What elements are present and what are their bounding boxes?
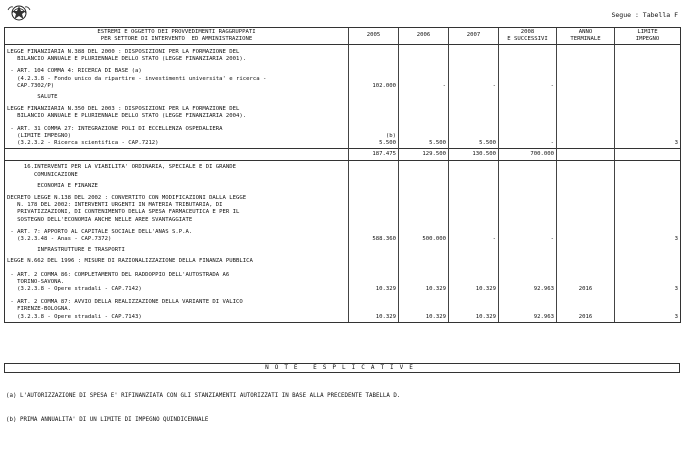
cell-2008 [499,244,557,255]
table-row [5,180,681,191]
cell-2005: 588.360 [349,225,399,244]
cell-2007 [449,45,499,65]
cell-2007 [449,102,499,121]
cell-2008: - [499,122,557,149]
cell-2005 [349,244,399,255]
cell-2007: - [449,225,499,244]
note-item: (a) L'AUTORIZZAZIONE DI SPESA E' RIFINANZIATA CON GLI STANZIAMENTI AUTORIZZATI IN BASE ALLA PRECEDENTE TABELLA D. [6,393,401,399]
cell-2005 [349,91,399,102]
cell-2006 [399,102,449,121]
table-row [5,161,681,180]
row-description: ECONOMIA E FINANZE [5,180,349,191]
row-description: - ART. 2 COMMA 87: AVVIO DELLA REALIZZAZIONE DELLA VARIANTE DI VALICO FIRENZE-BOLOGNA. (3.2.3.8 - Opere stradali - CAP.7143) [5,294,349,322]
row-description: INFRASTRUTTURE E TRASPORTI [5,244,349,255]
header-anno-terminale: ANNO TERMINALE [557,28,615,45]
cell-2006: - [399,64,449,91]
row-description: LEGGE FINANZIARIA N.350 DEL 2003 : DISPOSIZIONI PER LA FORMAZIONE DEL BILANCIO ANNUALE E PLURIENNALE DELLO STATO (LEGGE FINANZIARIA 2004). [5,102,349,121]
cell-2007: - [449,64,499,91]
cell-anno-terminale [557,45,615,65]
cell-2006 [399,161,449,180]
cell-2006 [399,255,449,266]
cell-2006 [399,91,449,102]
table-row [5,267,681,295]
appropriation-table [4,27,681,323]
row-description: - ART. 7: APPORTO AL CAPITALE SOCIALE DELL'ANAS S.P.A. (3.2.3.48 - Anas - CAP.7372) [5,225,349,244]
cell-2006: 129.500 [399,149,449,161]
cell-anno-terminale [557,91,615,102]
cell-limite-impegno: 3 [615,294,681,322]
continuation-label: Segue : Tabella F [611,11,678,19]
cell-2007 [449,161,499,180]
header-2006: 2006 [399,28,449,45]
cell-anno-terminale [557,149,615,161]
cell-2006: 5.500 [399,122,449,149]
row-description: - ART. 2 COMMA 86: COMPLETAMENTO DEL RADDOPPIO DELL'AUTOSTRADA A6 TORINO-SAVONA. (3.2.3.8 - Opere stradali - CAP.7142) [5,267,349,295]
cell-2005: 187.475 [349,149,399,161]
cell-2008: 92.963 [499,267,557,295]
cell-anno-terminale [557,102,615,121]
state-emblem-icon [6,2,32,22]
row-description: SALUTE [5,91,349,102]
table-row [5,149,681,161]
row-description: DECRETO LEGGE N.138 DEL 2002 : CONVERTITO CON MODIFICAZIONI DALLA LEGGE N. 178 DEL 2002: INTERVENTI URGENTI IN MATERIA TRIBUTARIA, DI PRIVATIZZAZIONI, DI CONTENIMENTO DELLA SPESA FARMACEUTICA E PER IL SOSTEGNO DELL'ECONOMIA ANCHE NELLE AREE SVANTAGGIATE [5,191,349,225]
cell-2008 [499,255,557,266]
cell-2005 [349,191,399,225]
table-header-row [5,28,681,45]
cell-2005: (b) 5.500 [349,122,399,149]
cell-2005 [349,255,399,266]
cell-2007 [449,91,499,102]
table-row [5,225,681,244]
cell-2008 [499,180,557,191]
table-row [5,244,681,255]
row-description: 16.INTERVENTI PER LA VIABILITA' ORDINARIA, SPECIALE E DI GRANDE COMUNICAZIONE [5,161,349,180]
cell-limite-impegno: 3 [615,122,681,149]
cell-2007 [449,244,499,255]
cell-2007: 5.500 [449,122,499,149]
cell-limite-impegno [615,91,681,102]
cell-limite-impegno [615,102,681,121]
header-limite-impegno: LIMITE IMPEGNO [615,28,681,45]
row-description: - ART. 104 COMMA 4: RICERCA DI BASE (a) (4.2.3.8 - Fondo unico da ripartire - investimenti universita' e ricerca - CAP.7302/P) [5,64,349,91]
cell-2006: 10.329 [399,267,449,295]
table-row [5,91,681,102]
cell-2008 [499,45,557,65]
cell-2006: 10.329 [399,294,449,322]
cell-2006 [399,180,449,191]
cell-anno-terminale: 2016 [557,267,615,295]
cell-2007: 130.500 [449,149,499,161]
header-2005: 2005 [349,28,399,45]
row-description [5,149,349,161]
table-row [5,64,681,91]
cell-2008: 700.000 [499,149,557,161]
notes-title: NOTE ESPLICATIVE [4,363,680,373]
cell-anno-terminale [557,122,615,149]
cell-2007: 10.329 [449,294,499,322]
cell-anno-terminale [557,225,615,244]
cell-limite-impegno [615,191,681,225]
cell-2005: 10.329 [349,294,399,322]
cell-2008 [499,102,557,121]
cell-anno-terminale [557,161,615,180]
cell-limite-impegno [615,255,681,266]
cell-2007 [449,255,499,266]
cell-limite-impegno [615,244,681,255]
header-2007: 2007 [449,28,499,45]
cell-2007: 10.329 [449,267,499,295]
cell-limite-impegno: 3 [615,225,681,244]
cell-anno-terminale [557,180,615,191]
cell-limite-impegno [615,64,681,91]
note-item: (b) PRIMA ANNUALITA' DI UN LIMITE DI IMPEGNO QUINDICENNALE [6,417,209,423]
row-description: LEGGE N.662 DEL 1996 : MISURE DI RAZIONALIZZAZIONE DELLA FINANZA PUBBLICA [5,255,349,266]
cell-2008 [499,191,557,225]
cell-anno-terminale [557,191,615,225]
cell-2008 [499,91,557,102]
header-2008: 2008 E SUCCESSIVI [499,28,557,45]
table-row [5,255,681,266]
cell-2005 [349,102,399,121]
table-row [5,102,681,121]
cell-2006 [399,191,449,225]
cell-limite-impegno [615,180,681,191]
cell-2005: 102.000 [349,64,399,91]
cell-2008: - [499,64,557,91]
cell-limite-impegno [615,161,681,180]
cell-limite-impegno: 3 [615,267,681,295]
header-description: ESTREMI E OGGETTO DEI PROVVEDIMENTI RAGGRUPPATI PER SETTORE DI INTERVENTO ED AMMINISTRAZIONE [5,28,349,45]
cell-2007 [449,180,499,191]
cell-anno-terminale [557,64,615,91]
row-description: LEGGE FINANZIARIA N.388 DEL 2000 : DISPOSIZIONI PER LA FORMAZIONE DEL BILANCIO ANNUALE E PLURIENNALE DELLO STATO (LEGGE FINANZIARIA 2001). [5,45,349,65]
cell-2005 [349,180,399,191]
cell-limite-impegno [615,45,681,65]
cell-2008 [499,161,557,180]
cell-2005 [349,161,399,180]
cell-2008: - [499,225,557,244]
cell-2008: 92.963 [499,294,557,322]
cell-2005 [349,45,399,65]
cell-anno-terminale [557,255,615,266]
cell-2006 [399,45,449,65]
cell-2007 [449,191,499,225]
table-row [5,191,681,225]
cell-anno-terminale: 2016 [557,294,615,322]
cell-anno-terminale [557,244,615,255]
cell-2005: 10.329 [349,267,399,295]
cell-limite-impegno [615,149,681,161]
table-row [5,294,681,322]
table-row [5,122,681,149]
cell-2006 [399,244,449,255]
table-row [5,45,681,65]
notes-list [6,376,400,432]
row-description: - ART. 31 COMMA 27: INTEGRAZIONE POLI DI ECCELLENZA OSPEDALIERA (LIMITE IMPEGNO) (3.2.3.2 - Ricerca scientifica - CAP.7212) [5,122,349,149]
cell-2006: 500.000 [399,225,449,244]
